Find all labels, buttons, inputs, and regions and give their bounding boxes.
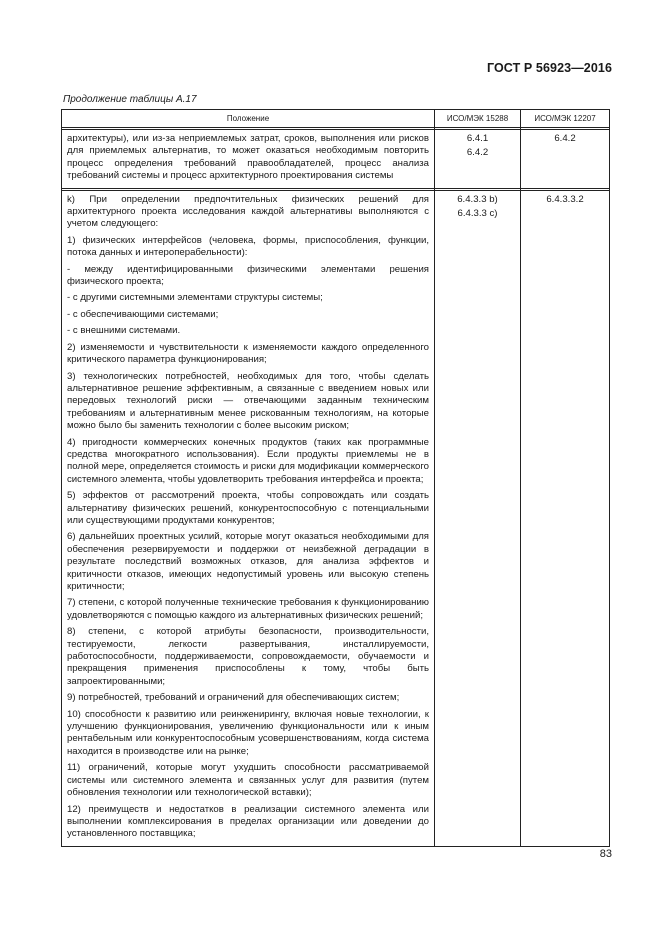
iso-15288-cell [435, 130, 521, 189]
paragraph: 9) потребностей, требований и ограничений для обеспечивающих систем; [67, 692, 400, 704]
paragraph: архитектуры), или из-за неприемлемых затрат, сроков, выполнения или рисков для приемлемых альтернатив, то может оказаться необходимым повторить процесс определения требований правообладателей, процесс анализа требований системы и процесс архитектурного проектирования системы [67, 133, 429, 182]
paragraph: 7) степени, с которой полученные технические требования к функционированию удовлетворяются с помощью каждого из альтернативных физических решений; [67, 597, 429, 621]
paragraph: 8) степени, с которой атрибуты безопасности, производительности, тестируемости, легкости развертывания, инсталлируемости, работоспособности, поддерживаемости, сопровождаемости, обучаемости и прекращения применения приспособлены к тому, чтобы быть запроектированными; [67, 626, 429, 687]
paragraph: 4) пригодности коммерческих конечных продуктов (таких как программные средства многократного использования). Если продукты приемлемы не в полной мере, определяется стоимость и риски для модификации коммерческого системного элемента, чтобы удовлетворить требования интерфейса и проекта; [67, 436, 429, 485]
standard-code: ГОСТ Р 56923—2016 [486, 61, 612, 75]
paragraph: 10) способности к развитию или реинженирингу, включая новые технологии, к улучшению функционирования, увеличению функциональности или к иным рентабельным или конкурентоспособным усовершенствованиям, когда система находится в производстве или на рынке; [67, 708, 429, 757]
table-row [62, 130, 610, 189]
column-header-iso-15288: ИСО/МЭК 15288 [435, 110, 521, 128]
position-cell [62, 190, 435, 846]
clause-ref: 6.4.3.3 c) [457, 208, 498, 220]
requirements-table [61, 109, 610, 847]
clause-ref: 6.4.3.3 b) [457, 193, 498, 205]
iso-15288-cell [435, 190, 521, 846]
table-row [62, 190, 610, 846]
paragraph: 5) эффектов от рассмотрений проекта, чтобы сопровождать или создать альтернативу физических решений, конкурентоспособную с потенциальными или существующими продуктами конкурентов; [67, 490, 429, 526]
paragraph: 2) изменяемости и чувствительности к изменяемости каждого определенного критического параметра функционирования; [67, 341, 429, 366]
paragraph: - с внешними системами. [67, 325, 181, 337]
clause-ref: 6.4.2 [554, 133, 576, 144]
paragraph: k) При определении предпочтительных физических решений для архитектурного проекта исследования каждой альтернативы выполняются с учетом следующего: [67, 193, 429, 230]
paragraph: - между идентифицированными физическими элементами решения физического проекта; [67, 263, 429, 288]
table-header-row [62, 110, 610, 128]
paragraph: 3) технологических потребностей, необходимых для того, чтобы сделать альтернативное решение эффективным, а связанные с введением новых или передовых технологий риски — отвечающими заданным техническим требованиям и альтернативным менее рискованным технологиям, на которые можно было бы заменить технологии с более высоким риском; [67, 370, 429, 432]
paragraph: 12) преимуществ и недостатков в реализации системного элемента или выполнении комплексирования в пределах организации или доведении до установленного поставщика; [67, 803, 429, 840]
position-cell [62, 130, 435, 189]
paragraph: - с обеспечивающими системами; [67, 308, 219, 320]
table-caption: Продолжение таблицы А.17 [63, 94, 197, 105]
paragraph: 11) ограничений, которые могут ухудшить способности рассматриваемой системы или системного элемента и связанных услуг для развития (путем обновления технологии или технологической вставки); [67, 762, 429, 799]
column-header-position: Положение [62, 110, 435, 128]
clause-ref: 6.4.3.3.2 [546, 193, 584, 205]
iso-12207-cell [521, 190, 610, 846]
iso-12207-cell [521, 130, 610, 189]
page-number: 83 [599, 848, 612, 860]
clause-ref: 6.4.1 [466, 133, 489, 144]
clause-ref: 6.4.2 [466, 147, 489, 159]
paragraph: 1) физических интерфейсов (человека, формы, приспособления, функции, потока данных и интероперабельности): [67, 234, 429, 259]
column-header-iso-12207: ИСО/МЭК 12207 [521, 110, 610, 128]
paragraph: - с другими системными элементами структуры системы; [67, 292, 323, 304]
paragraph: 6) дальнейших проектных усилий, которые могут оказаться необходимыми для обеспечения резервируемости и поддержки от неизбежной деградации в результате последствий возможных отказов, для анализа эффектов и критичности отказов, имеющих недопустимый уровень или высокую степень критичности; [67, 531, 429, 592]
